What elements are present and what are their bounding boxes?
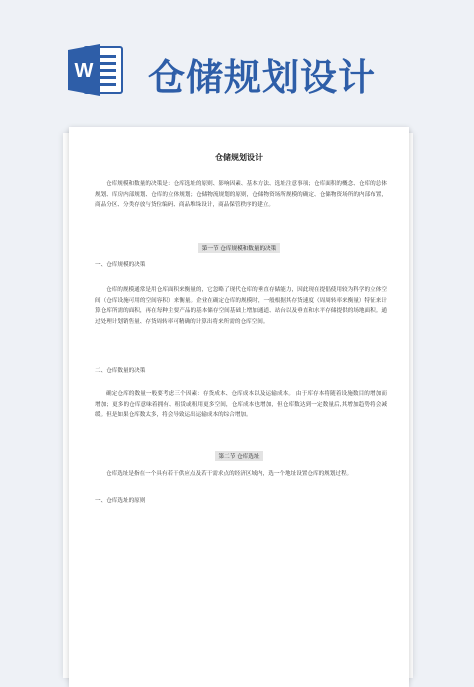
- subheading-scale: 一、仓库规模的决策: [95, 262, 146, 268]
- subheading-site-principles: 一、仓库选址的原则: [95, 498, 146, 504]
- banner-title: 仓储规划设计: [148, 56, 376, 99]
- word-logo-letter: W: [74, 60, 94, 82]
- intro-paragraph: 仓库规模和数量的决策是：仓库选址的原则、影响因素、基本方法、选址注意事项；仓库面积的概念、仓库的总体规划、库房内部规划、仓库的立体规划；仓储物流规划的原则，仓储物资场所规模的确定、仓储物资场所的内部布置，商品分区、分类存放与货位编码、商品堆垛设计，商品保管秩序的建立。: [95, 181, 387, 208]
- scale-paragraph: 仓库的规模通常是用仓库面积来衡量的，它忽略了现代仓库的垂直存储能力，因此现在提倡使用较为科学的立体空间（仓库设施可用的空间容积）来衡量。企业在确定仓库的规模时，一般根据其存货速度（周周转率来衡量）特征来计算仓库所需的面积，再在每种主要产品的基本储存空间基础上增加通道、站台以及垂直和水平存储提供的场地面积。通过处理计划销售量、存货周转率可精确的计算出将来所需的仓库空间。: [95, 287, 387, 325]
- banner: [0, 0, 474, 120]
- section-heading-2: [69, 443, 409, 462]
- section-heading-1-label: 第一节 仓库规模和数量的决策: [198, 243, 281, 253]
- section-heading-1: [69, 235, 409, 254]
- document-title: 仓储规划设计: [215, 153, 263, 162]
- word-icon: [66, 40, 126, 100]
- site-paragraph: 仓库选址是指在一个具有若干供应点及若干需求点的经济区域内，选一个地址设置仓库的规划过程。: [106, 471, 353, 477]
- section-heading-2-label: 第二节 仓库选址: [215, 451, 264, 461]
- subheading-quantity: 二、仓库数量的决策: [95, 368, 146, 374]
- document-page: [69, 127, 409, 687]
- quantity-paragraph: 确定仓库的数量一般要考虑三个因素：存货成本、仓库成本以及运输成本。 由于库存本将随着设施数目的增加而增加；更多的仓库意味着拥有、租赁或租用更多空间，仓库成本也增加，但仓库数达到一定数量后,其增加趋势将会减缓。但是如果仓库数太多，将会导致运出运输成本的综合增加。: [95, 391, 387, 418]
